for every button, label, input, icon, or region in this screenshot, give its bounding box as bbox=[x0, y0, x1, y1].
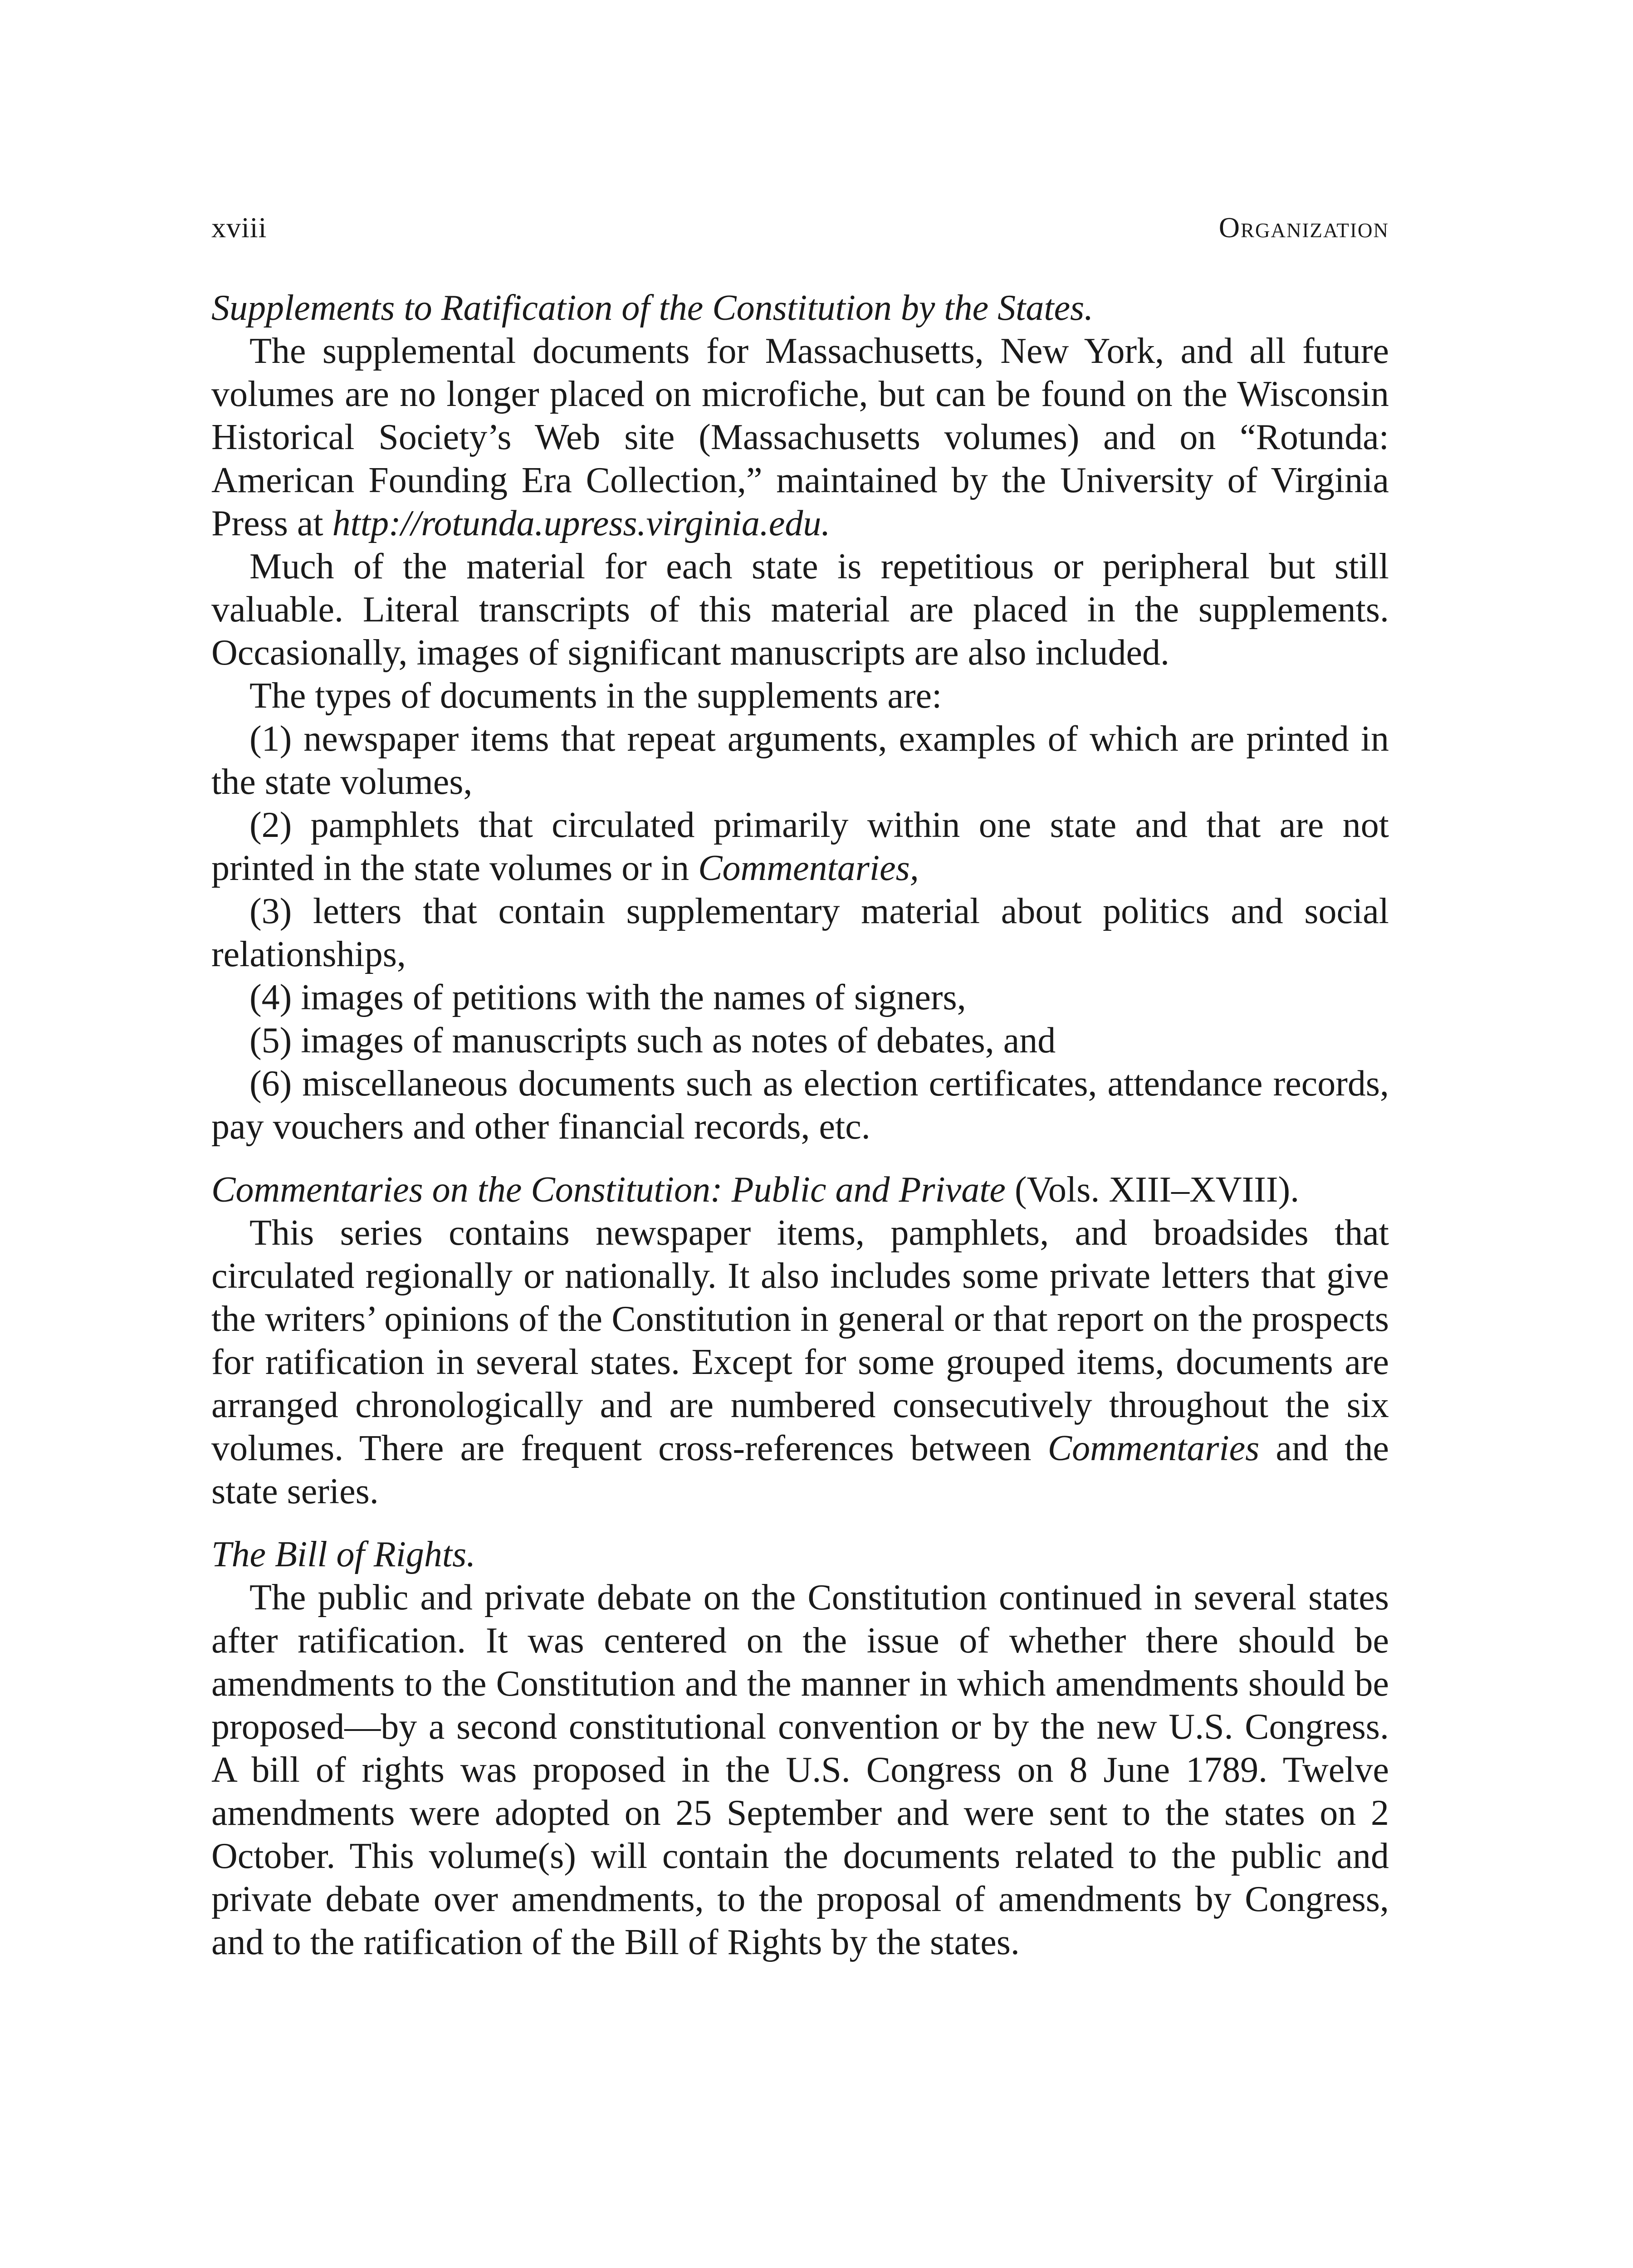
url-link-text: http://rotunda.upress.virginia.edu. bbox=[332, 503, 831, 543]
paragraph: Much of the material for each state is repetitious or peripheral but still valuable. Literal transcripts of this material are placed in the supplements. Occasionally, images of significant manuscripts are also included. bbox=[211, 547, 1389, 673]
list-item: (1) newspaper items that repeat arguments, examples of which are printed in the state volumes, bbox=[211, 719, 1389, 802]
running-head-title: Organization bbox=[1218, 211, 1389, 244]
book-page bbox=[211, 213, 1389, 1964]
running-head bbox=[211, 213, 1389, 242]
body-text bbox=[211, 287, 1389, 1964]
section-heading: Commentaries on the Constitution: Public and Private (Vols. XIII–XVIII). bbox=[211, 1170, 1300, 1210]
section-supplements bbox=[211, 287, 1389, 1149]
paragraph: This series contains newspaper items, pamphlets, and broadsides that circulated regionally or nationally. It also includes some private letters that give the writers’ opinions of the Constitution in general or that report on the prospects for ratification in several states. Except for some grouped items, documents are arranged chronologically and are numbered consecutively throughout the six volumes. There are frequent cross-references between Commentaries and the state series. bbox=[211, 1213, 1389, 1511]
list-item: (3) letters that contain supplementary material about politics and social relationships, bbox=[211, 891, 1389, 974]
list-item: (2) pamphlets that circulated primarily within one state and that are not printed in the state volumes or in Commentaries, bbox=[211, 805, 1389, 888]
section-bill-of-rights bbox=[211, 1533, 1389, 1964]
page-number: xviii bbox=[211, 211, 267, 244]
section-commentaries bbox=[211, 1168, 1389, 1513]
list-item: (4) images of petitions with the names of signers, bbox=[249, 978, 966, 1017]
paragraph: The types of documents in the supplements are: bbox=[249, 676, 942, 716]
section-heading: The Bill of Rights. bbox=[211, 1535, 476, 1574]
section-heading: Supplements to Ratification of the Constitution by the States. bbox=[211, 288, 1094, 328]
paragraph: The public and private debate on the Constitution continued in several states after ratification. It was centered on the issue of whether there should be amendments to the Constitution and the manner in which amendments should be proposed—by a second constitutional convention or by the new U.S. Congress. A bill of rights was proposed in the U.S. Congress on 8 June 1789. Twelve amendments were adopted on 25 September and were sent to the states on 2 October. This volume(s) will contain the documents related to the public and private debate over amendments, to the proposal of amendments by Congress, and to the ratification of the Bill of Rights by the states. bbox=[211, 1578, 1389, 1962]
paragraph: The supplemental documents for Massachusetts, New York, and all future volumes are no longer placed on microfiche, but can be found on the Wisconsin Historical Society’s Web site (Massachusetts volumes) and on “Rotunda: American Founding Era Collection,” maintained by the University of Virginia Press at http://rotunda.upress.virginia.edu. bbox=[211, 331, 1389, 543]
list-item: (6) miscellaneous documents such as election certificates, attendance records, pay vouchers and other financial records, etc. bbox=[211, 1064, 1389, 1147]
list-item: (5) images of manuscripts such as notes of debates, and bbox=[249, 1021, 1056, 1061]
